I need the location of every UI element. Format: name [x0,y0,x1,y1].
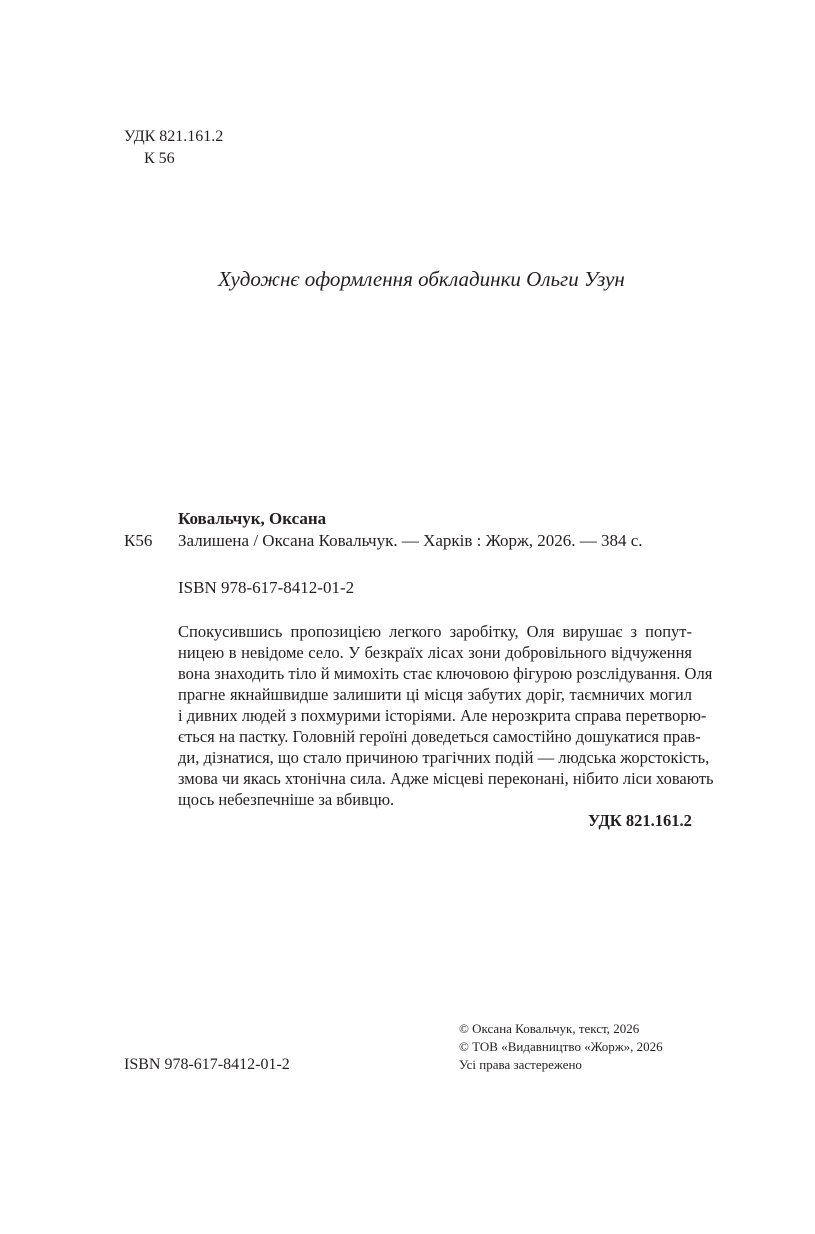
annotation-line: ницею в невідоме село. У безкраїх лісах зони добровільного відчуження [178,643,692,662]
catalog-isbn: ISBN 978-617-8412-01-2 [178,578,355,597]
copyright-block [459,1020,663,1074]
annotation-line: прагне якнайшвидше залишити ці місця забутих доріг, таємничих могил [178,685,692,704]
udk-code-annotation: УДК 821.161.2 [588,811,692,830]
catalog-author-mark: К56 [124,531,153,550]
copyright-line-publisher: © ТОВ «Видавництво «Жорж», 2026 [459,1039,663,1054]
annotation-line: вона знаходить тіло й мимохіть стає ключовою фігурою розслідування. Оля [178,664,713,683]
annotation-line: щось небезпечніше за вбивцю. [178,790,395,809]
annotation-line: ється на пастку. Головній героїні доведеться самостійно дошукатися прав- [178,727,701,746]
rights-reserved: Усі права застережено [459,1057,582,1072]
udk-code-top: УДК 821.161.2 [124,128,224,145]
copyright-line-text: © Оксана Ковальчук, текст, 2026 [459,1021,640,1036]
footer-isbn: ISBN 978-617-8412-01-2 [124,1056,290,1073]
annotation-line: Спокусившись пропозицією легкого заробітку, Оля вирушає з попут- [178,622,692,641]
annotation-line: змова чи якась хтонічна сила. Адже місцеві переконані, нібито ліси ховають [178,769,714,788]
cover-design-credit: Художнє оформлення обкладинки Ольги Узун [218,267,625,291]
catalog-bibliographic-line: Залишена / Оксана Ковальчук. — Харків : Жорж, 2026. — 384 с. [178,531,643,550]
annotation-line: ди, дізнатися, що стало причиною трагічних подій — людська жорстокість, [178,748,710,767]
author-mark-top: К 56 [144,150,175,167]
annotation-paragraph [178,621,714,810]
annotation-line: і дивних людей з похмурими історіями. Але нерозкрита справа перетворю- [178,706,707,725]
catalog-author: Ковальчук, Оксана [178,509,327,528]
